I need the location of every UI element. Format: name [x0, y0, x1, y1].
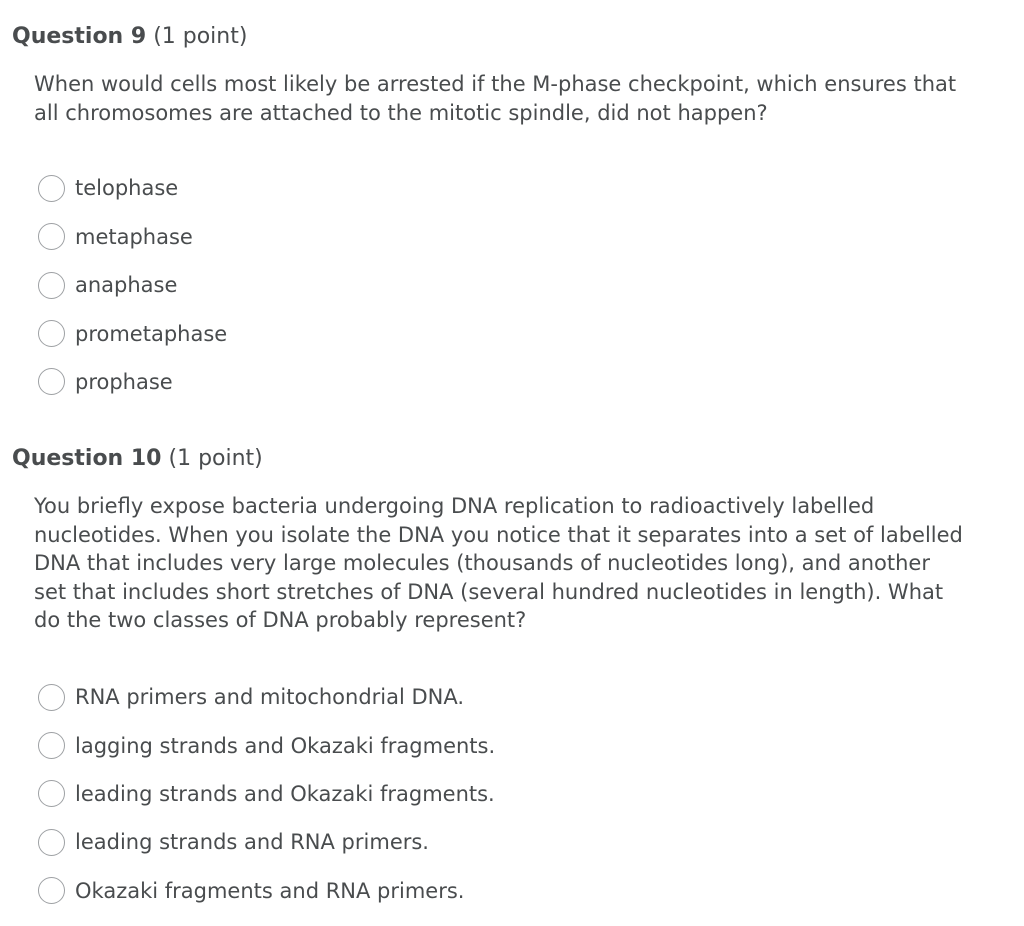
answer-option-label: leading strands and RNA primers. [75, 830, 429, 855]
radio-button[interactable] [38, 829, 65, 856]
answer-option-label: RNA primers and mitochondrial DNA. [75, 685, 465, 710]
answer-option[interactable] [38, 770, 1024, 818]
radio-button[interactable] [38, 877, 65, 904]
answer-option[interactable] [38, 818, 1024, 866]
answer-option-label: leading strands and Okazaki fragments. [75, 781, 495, 806]
radio-button[interactable] [38, 780, 65, 807]
radio-button[interactable] [38, 175, 65, 202]
radio-button[interactable] [38, 320, 65, 347]
answer-option-label: lagging strands and Okazaki fragments. [75, 733, 496, 758]
answer-option-label: prophase [75, 369, 173, 394]
radio-button[interactable] [38, 732, 65, 759]
answer-option-label: Okazaki fragments and RNA primers. [75, 878, 465, 903]
radio-button[interactable] [38, 223, 65, 250]
answer-options [38, 673, 1024, 915]
question-10 [0, 444, 1024, 915]
radio-button[interactable] [38, 368, 65, 395]
radio-button[interactable] [38, 684, 65, 711]
answer-option-label: telophase [75, 176, 179, 201]
radio-button[interactable] [38, 272, 65, 299]
question-header [12, 444, 1024, 474]
question-text: You briefly expose bacteria undergoing DNA replication to radioactively labelled nucleotides. When you isolate the DNA you notice that it separates into a set of labelled DNA that includes very large molecules (thousands of nucleotides long), and another set that includes short stretches of DNA (several hundred nucleotides in length). What do the two classes of DNA probably represent? [34, 494, 963, 633]
question-title: Question 9 [12, 24, 147, 49]
answer-option[interactable] [38, 213, 1024, 261]
question-header [12, 22, 1024, 52]
question-points: (1 point) [168, 446, 263, 471]
question-points: (1 point) [153, 24, 248, 49]
question-text: When would cells most likely be arrested if the M-phase checkpoint, which ensures that all chromosomes are attached to the mitotic spindle, did not happen? [34, 72, 957, 125]
answer-option[interactable] [38, 867, 1024, 915]
answer-option[interactable] [38, 358, 1024, 406]
answer-option[interactable] [38, 309, 1024, 357]
answer-options [38, 164, 1024, 406]
answer-option[interactable] [38, 721, 1024, 769]
answer-option-label: prometaphase [75, 321, 228, 346]
answer-option[interactable] [38, 673, 1024, 721]
answer-option-label: metaphase [75, 224, 193, 249]
answer-option[interactable] [38, 261, 1024, 309]
question-title: Question 10 [12, 446, 162, 471]
answer-option[interactable] [38, 164, 1024, 212]
question-9 [0, 22, 1024, 406]
answer-option-label: anaphase [75, 273, 178, 298]
